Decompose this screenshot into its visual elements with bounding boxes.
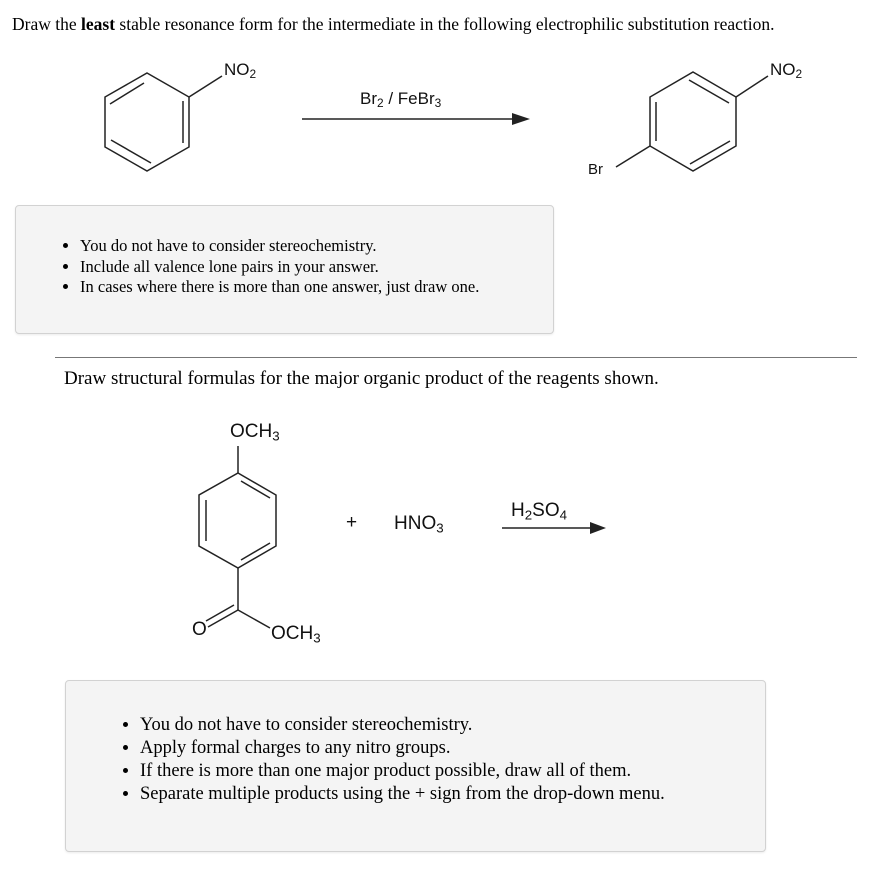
- prompt-text-end: stable resonance form for the intermediate in the following electrophilic substitution reaction.: [115, 14, 775, 34]
- methoxy-label: $OCH_3$: [230, 421, 280, 444]
- instruction-item: • In cases where there is more than one answer, just draw one.: [80, 277, 479, 298]
- product-bromo-bond: [616, 146, 650, 167]
- ester-methoxy-label: $OCH_3$: [271, 623, 321, 646]
- product-bromo-label: Br: [588, 161, 603, 178]
- instructions-box-2: [65, 680, 766, 852]
- instruction-item: • If there is more than one major product possible, draw all of them.: [140, 760, 665, 783]
- plus-sign: +: [346, 512, 358, 533]
- nitrobenzene-ring: [105, 73, 222, 171]
- instructions-box-1: [15, 205, 554, 334]
- instruction-item: • You do not have to consider stereochemistry.: [140, 714, 665, 737]
- instruction-item: • Include all valence lone pairs in your answer.: [80, 257, 479, 278]
- carbonyl-double-bond: [208, 610, 238, 627]
- reactant-nitro-label: $NO_2$: [224, 60, 257, 81]
- bromonitrobenzene-ring: [616, 72, 768, 171]
- instruction-item: • Separate multiple products using the + sign from the drop-down menu.: [140, 783, 665, 806]
- carbonyl-oxygen-label: O: [192, 619, 207, 640]
- section-divider: [55, 357, 857, 358]
- nitro-bond: [189, 76, 222, 97]
- instruction-item: • You do not have to consider stereochemistry.: [80, 236, 479, 257]
- nitric-acid-label: $HNO_3$: [394, 513, 444, 536]
- instructions-list-1: [58, 236, 479, 298]
- ester-oxygen-bond: [238, 610, 270, 628]
- sulfuric-acid-label: $H_2SO_4$: [511, 500, 567, 523]
- reaction-arrow-1: [302, 113, 530, 125]
- instruction-item: • Apply formal charges to any nitro groups.: [140, 737, 665, 760]
- reagent-label: $Br_2$ / FeBr$_3$: [360, 89, 442, 110]
- product-nitro-label: $NO_2$: [770, 60, 803, 81]
- reaction-arrow-2: [502, 522, 606, 534]
- prompt-emphasis: least: [81, 14, 116, 34]
- instructions-list-2: [118, 714, 665, 807]
- product-nitro-bond: [736, 76, 768, 97]
- question-2-prompt: Draw structural formulas for the major organic product of the reagents shown.: [64, 368, 659, 389]
- prompt-text-start: Draw the: [12, 14, 82, 34]
- methyl-methoxybenzoate-ring: [199, 446, 276, 628]
